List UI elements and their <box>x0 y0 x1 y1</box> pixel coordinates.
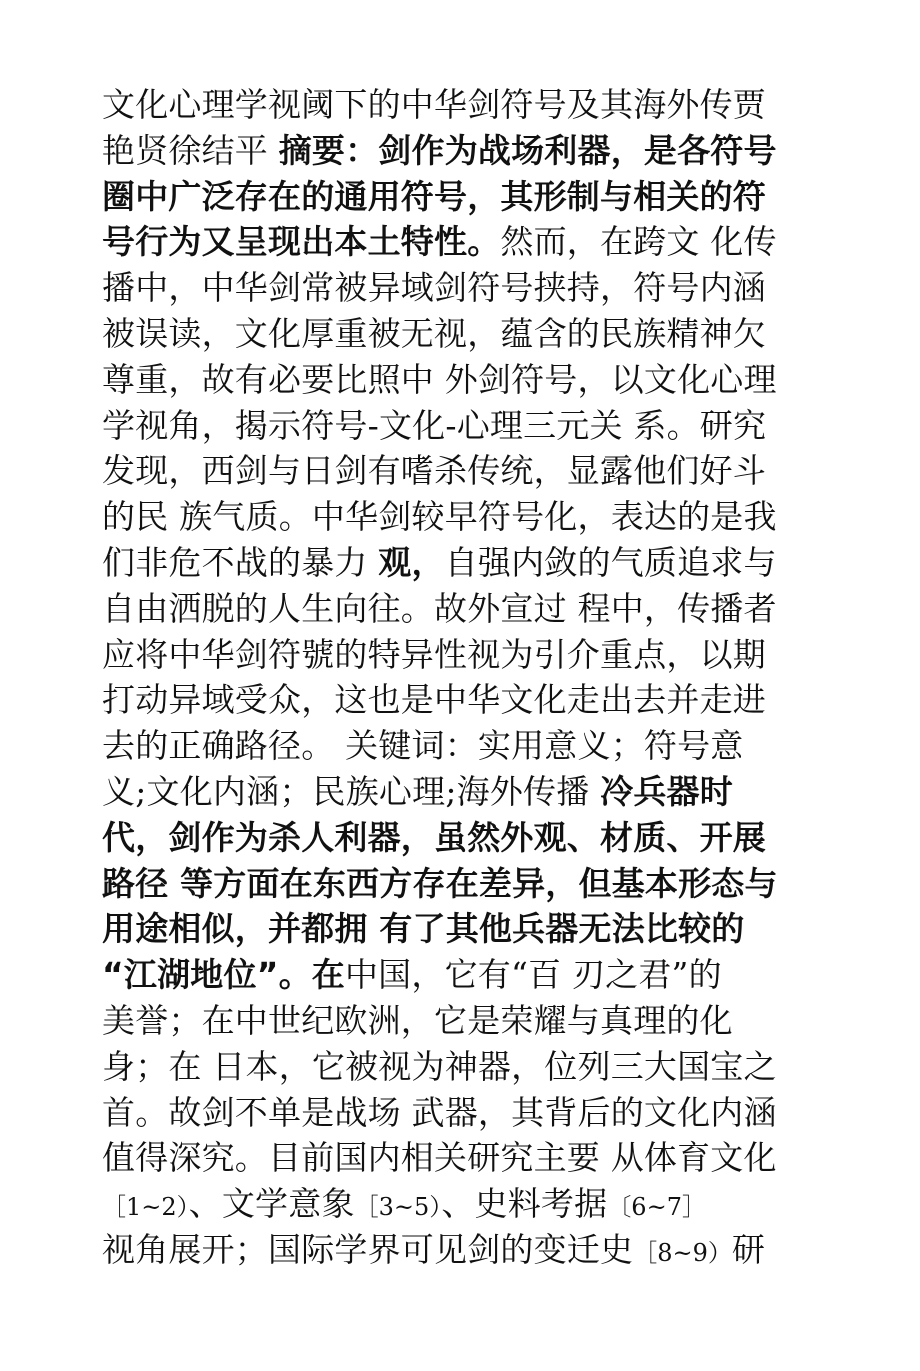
text-line <box>102 265 832 311</box>
text-run: 自强内敛的气质追求与 <box>444 542 777 582</box>
text-run: 研 <box>731 1229 766 1269</box>
citation-ref: ［3~5） <box>354 1193 442 1222</box>
text-line <box>102 952 832 998</box>
text-run: 首。故剑不单是战场 武器，其背后的文化内涵 <box>102 1092 777 1132</box>
text-line <box>102 540 832 586</box>
text-line <box>102 586 832 632</box>
text-line <box>102 723 832 769</box>
citation-ref: ［1~2） <box>102 1193 189 1222</box>
text-run: 值得深究。目前国内相关研究主要 从体育文化 <box>102 1138 777 1178</box>
bold-text-run: 路径 等方面在东西方存在差异，但基本形态与 <box>102 863 778 903</box>
text-line <box>102 494 832 540</box>
text-line <box>102 128 832 174</box>
text-line <box>102 1044 832 1090</box>
text-line <box>102 998 832 1044</box>
text-run: 、史料考据 <box>441 1184 608 1224</box>
text-run: 、文学意象 <box>188 1184 355 1224</box>
bold-text-run: “江湖地位”。在 <box>102 955 345 995</box>
text-run: 尊重，故有必要比照中 外剑符号，以文化心理 <box>102 359 777 399</box>
text-run: 艳贤徐结平 <box>102 130 279 170</box>
text-line <box>102 906 832 952</box>
text-run: 的民 族气质。中华剑较早符号化，表达的是我 <box>102 497 777 537</box>
text-line <box>102 1227 832 1273</box>
citation-ref: 〔6~7］ <box>607 1193 706 1222</box>
text-line <box>102 403 832 449</box>
document-page <box>102 82 832 1273</box>
text-line <box>102 1135 832 1181</box>
text-line <box>102 677 832 723</box>
text-line <box>102 82 832 128</box>
bold-text-run: 观， <box>378 542 445 582</box>
text-line <box>102 815 832 861</box>
text-run: 美誉；在中世纪欧洲，它是荣耀与真理的化 <box>102 1000 733 1040</box>
text-line <box>102 1090 832 1136</box>
text-line <box>102 448 832 494</box>
text-run: 然而，在跨文 化传 <box>500 222 777 262</box>
text-line <box>102 632 832 678</box>
text-run: 应将中华剑符號的特异性视为引介重点，以期 <box>102 634 766 674</box>
bold-text-run: 号行为又呈现出本土特性。 <box>102 222 501 262</box>
bold-text-run: 摘要：剑作为战场利器，是各符号 <box>278 130 777 170</box>
bold-text-run: 冷兵器时 <box>600 771 733 811</box>
bold-text-run: 用途相似，并都拥 有了其他兵器无法比较的 <box>102 909 745 949</box>
text-run: 们非危不战的暴力 <box>102 542 379 582</box>
text-line <box>102 861 832 907</box>
text-run: 文化心理学视阈下的中华剑符号及其海外传贾 <box>102 85 766 124</box>
text-run: 发现，西剑与日剑有嗜杀传统，显露他们好斗 <box>102 451 766 491</box>
text-line <box>102 357 832 403</box>
text-line <box>102 769 832 815</box>
bold-text-run: 代，剑作为杀人利器，虽然外观、材质、开展 <box>102 817 766 857</box>
text-line <box>102 1181 832 1227</box>
text-run: 被误读，文化厚重被无视，蕴含的民族精神欠 <box>102 313 766 353</box>
text-run: 视角展开；国际学界可见剑的变迁史 <box>102 1229 634 1269</box>
text-run: 中国，它有“百 刃之君”的 <box>344 955 722 995</box>
text-run: 学视角，揭示符号-文化-心理三元关 系。研究 <box>102 405 767 445</box>
bold-text-run: 圈中广泛存在的通用符号，其形制与相关的符 <box>102 176 766 216</box>
citation-ref: ［8~9） <box>633 1238 732 1267</box>
text-run: 自由洒脱的人生向往。故外宣过 程中，传播者 <box>102 588 777 628</box>
text-line <box>102 174 832 220</box>
text-run: 播中，中华剑常被异域剑符号挟持，符号内涵 <box>102 268 766 308</box>
text-run: 身；在 日本，它被视为神器，位列三大国宝之 <box>102 1046 777 1086</box>
text-run: 义;文化内涵；民族心理;海外传播 <box>102 771 601 811</box>
text-run: 打动异域受众，这也是中华文化走出去并走进 <box>102 680 766 720</box>
text-line <box>102 219 832 265</box>
text-line <box>102 311 832 357</box>
text-run: 去的正确路径。 关键词：实用意义；符号意 <box>102 726 744 766</box>
